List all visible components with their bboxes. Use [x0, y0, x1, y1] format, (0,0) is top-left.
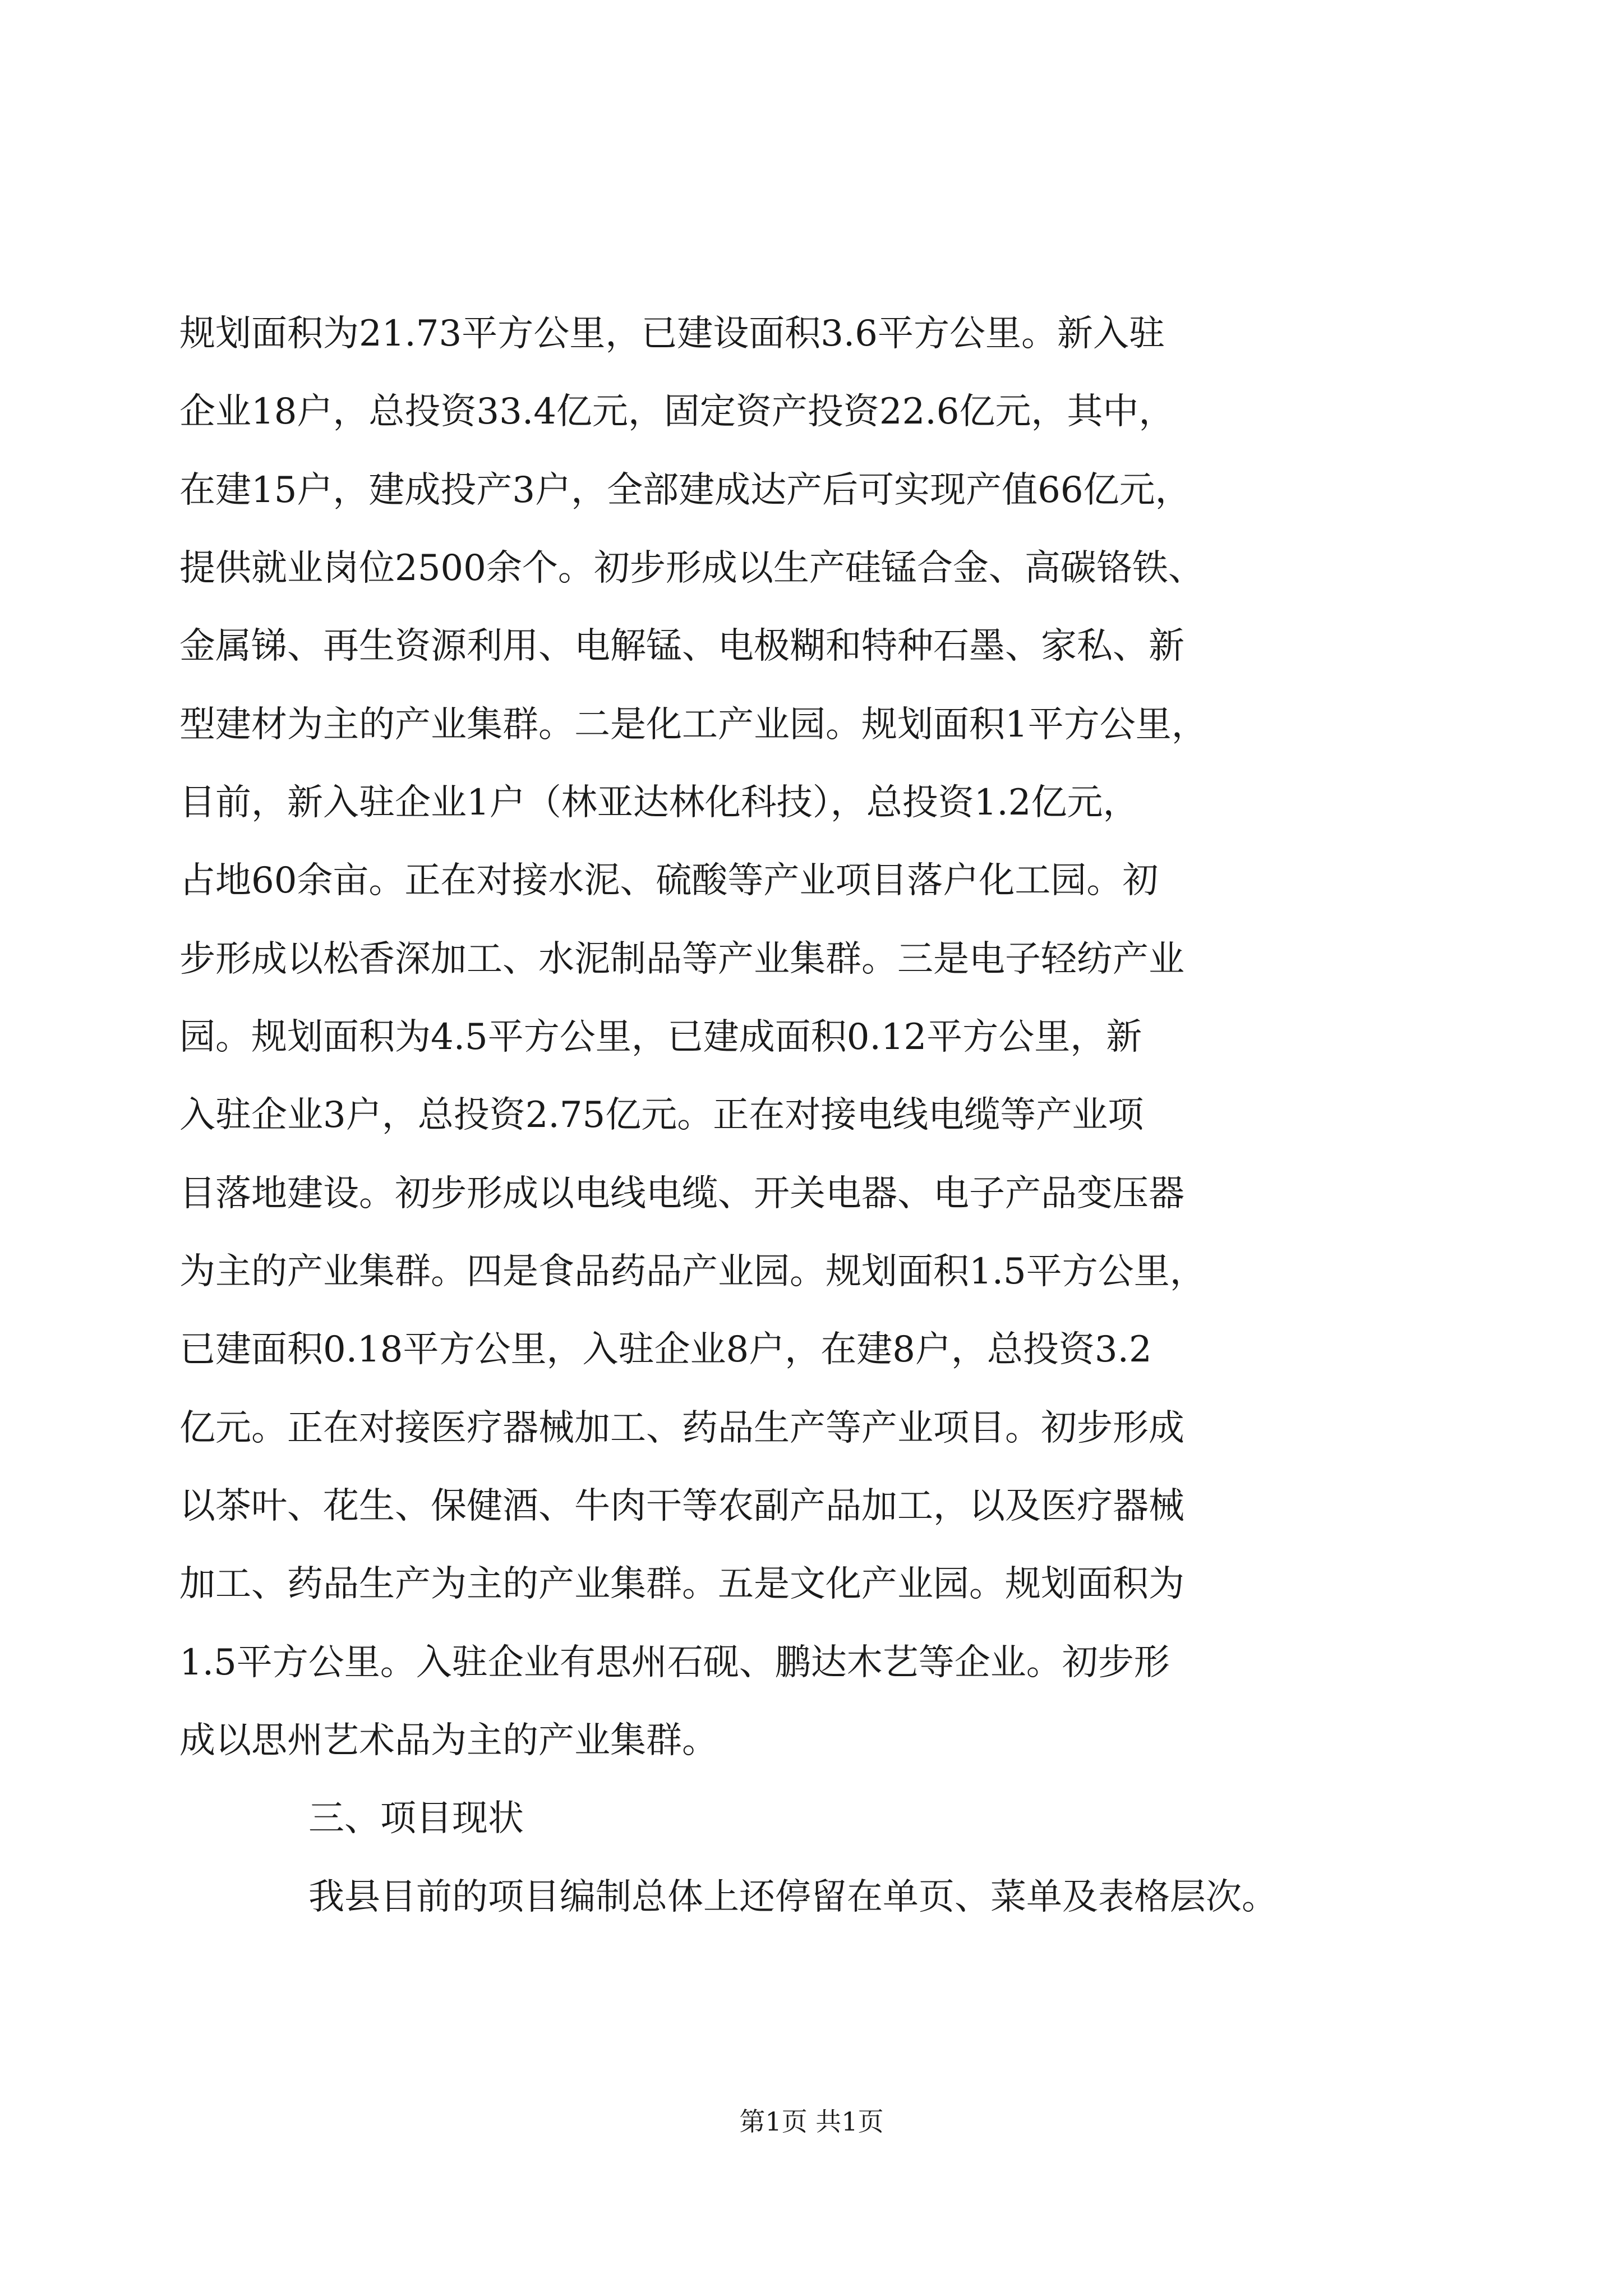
page-number-label: 第1页 共1页: [739, 2106, 884, 2137]
text-line: 园。规划面积为4.5平方公里，已建成面积0.12平方公里，新: [179, 1016, 1142, 1058]
text-line: 提供就业岗位2500余个。初步形成以生产硅锰合金、高碳铬铁、: [179, 547, 1204, 589]
text-line: 在建15户，建成投产3户，全部建成达产后可实现产值66亿元，: [179, 470, 1191, 511]
text-line: 规划面积为21.73平方公里，已建设面积3.6平方公里。新入驻: [179, 313, 1165, 355]
text-line: 以茶叶、花生、保健酒、牛肉干等农副产品加工，以及医疗器械: [179, 1485, 1184, 1527]
paragraph-line: 我县目前的项目编制总体上还停留在单页、菜单及表格层次。: [308, 1876, 1278, 1918]
text-line: 企业18户，总投资33.4亿元，固定资产投资22.6亿元，其中，: [179, 391, 1175, 432]
text-line: 目前，新入驻企业1户（林亚达林化科技），总投资1.2亿元，: [179, 782, 1139, 823]
text-line: 金属锑、再生资源利用、电解锰、电极糊和特种石墨、家私、新: [179, 625, 1184, 667]
text-line: 步形成以松香深加工、水泥制品等产业集群。三是电子轻纺产业: [179, 938, 1184, 980]
page-footer: [0, 2105, 1623, 2138]
text-line: 型建材为主的产业集群。二是化工产业园。规划面积1平方公里，: [179, 704, 1207, 746]
text-line: 入驻企业3户，总投资2.75亿元。正在对接电线电缆等产业项: [179, 1094, 1144, 1136]
text-line: 加工、药品生产为主的产业集群。五是文化产业园。规划面积为: [179, 1563, 1184, 1605]
text-line: 已建面积0.18平方公里，入驻企业8户，在建8户，总投资3.2: [179, 1329, 1152, 1370]
section-heading: 三、项目现状: [308, 1798, 524, 1839]
text-line: 占地60余亩。正在对接水泥、硫酸等产业项目落户化工园。初: [179, 860, 1159, 901]
text-line: 目落地建设。初步形成以电线电缆、开关电器、电子产品变压器: [179, 1173, 1184, 1214]
text-line: 成以思州艺术品为主的产业集群。: [179, 1720, 718, 1761]
text-line: 亿元。正在对接医疗器械加工、药品生产等产业项目。初步形成: [179, 1407, 1184, 1449]
text-line: 1.5平方公里。入驻企业有思州石砚、鹏达木艺等企业。初步形: [179, 1642, 1170, 1683]
text-line: 为主的产业集群。四是食品药品产业园。规划面积1.5平方公里，: [179, 1251, 1206, 1292]
